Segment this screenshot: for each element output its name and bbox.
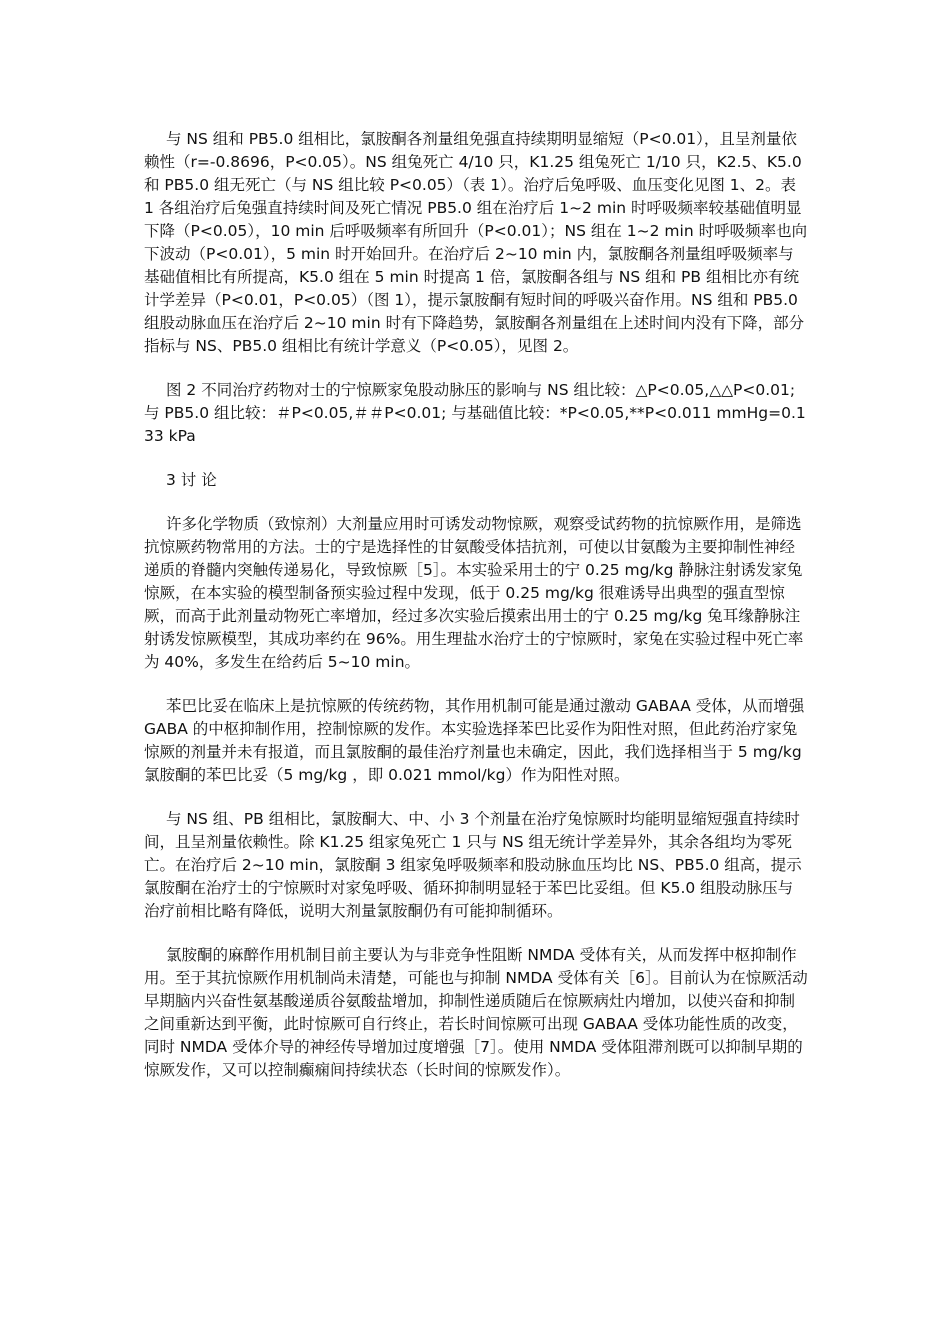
discussion-paragraph-4: 氯胺酮的麻醉作用机制目前主要认为与非竞争性阻断 NMDA 受体有关，从而发挥中枢抑制作用。至于其抗惊厥作用机制尚未清楚，可能也与抑制 NMDA 受体有关［6］。目前认为在惊厥活动早期脑内兴奋性氨基酸递质谷氨酸盐增加，抑制性递质随后在惊厥病灶内增加，以使兴奋和抑制之间重新达到平衡，此时惊厥可自行终止，若长时间惊厥可出现 GABAA 受体功能性质的改变，同时 NMDA 受体介导的神经传导增加过度增强［7］。使用 NMDA 受体阻滞剂既可以抑制早期的惊厥发作，又可以控制癫痫间持续状态（长时间的惊厥发作）。 [144, 946, 808, 1079]
document-body [144, 128, 808, 1103]
figure-2-caption: 图 2 不同治疗药物对士的宁惊厥家兔股动脉压的影响与 NS 组比较：△P<0.05,△△P<0.01; 与 PB5.0 组比较：＃P<0.05,＃＃P<0.01; 与基础值比较：*P<0.05,**P<0.011 mmHg=0.133 kPa [144, 381, 806, 445]
section-heading-discussion: 3 讨 论 [166, 471, 217, 489]
discussion-paragraph-2: 苯巴比妥在临床上是抗惊厥的传统药物，其作用机制可能是通过激动 GABAA 受体，从而增强 GABA 的中枢抑制作用，控制惊厥的发作。本实验选择苯巴比妥作为阳性对照，但此药治疗家兔惊厥的剂量并未有报道，而且氯胺酮的最佳治疗剂量也未确定，因此，我们选择相当于 5 mg/kg 氯胺酮的苯巴比妥（5 mg/kg ，即 0.021 mmol/kg）作为阳性对照。 [144, 697, 805, 784]
discussion-paragraph-1: 许多化学物质（致惊剂）大剂量应用时可诱发动物惊厥，观察受试药物的抗惊厥作用，是筛选抗惊厥药物常用的方法。士的宁是选择性的甘氨酸受体拮抗剂，可使以甘氨酸为主要抑制性神经递质的脊髓内突触传递易化，导致惊厥［5］。本实验采用士的宁 0.25 mg/kg 静脉注射诱发家兔惊厥，在本实验的模型制备预实验过程中发现，低于 0.25 mg/kg 很难诱导出典型的强直型惊厥，而高于此剂量动物死亡率增加，经过多次实验后摸索出用士的宁 0.25 mg/kg 兔耳缘静脉注射诱发惊厥模型，其成功率约在 96%。用生理盐水治疗士的宁惊厥时，家兔在实验过程中死亡率为 40%，多发生在给药后 5~10 min。 [144, 515, 804, 671]
discussion-paragraph-3: 与 NS 组、PB 组相比，氯胺酮大、中、小 3 个剂量在治疗兔惊厥时均能明显缩短强直持续时间，且呈剂量依赖性。除 K1.25 组家兔死亡 1 只与 NS 组无统计学差异外，其余各组均为零死亡。在治疗后 2~10 min，氯胺酮 3 组家兔呼吸频率和股动脉血压均比 NS、PB5.0 组高，提示氯胺酮在治疗士的宁惊厥时对家兔呼吸、循环抑制明显轻于苯巴比妥组。但 K5.0 组股动脉压与治疗前相比略有降低，说明大剂量氯胺酮仍有可能抑制循环。 [144, 810, 802, 920]
results-paragraph: 与 NS 组和 PB5.0 组相比，氯胺酮各剂量组免强直持续期明显缩短（P<0.01），且呈剂量依赖性（r=-0.8696，P<0.05）。NS 组兔死亡 4/10 只，K1.25 组兔死亡 1/10 只，K2.5、K5.0 和 PB5.0 组无死亡（与 NS 组比较 P<0.05）（表 1）。治疗后兔呼吸、血压变化见图 1、2。表 1 各组治疗后兔强直持续时间及死亡情况 PB5.0 组在治疗后 1~2 min 时呼吸频率较基础值明显下降（P<0.05），10 min 后呼吸频率有所回升（P<0.01）；NS 组在 1~2 min 时呼吸频率也向下波动（P<0.01），5 min 时开始回升。在治疗后 2~10 min 内，氯胺酮各剂量组呼吸频率与基础值相比有所提高，K5.0 组在 5 min 时提高 1 倍，氯胺酮各组与 NS 组和 PB 组相比亦有统计学差异（P<0.01，P<0.05）（图 1），提示氯胺酮有短时间的呼吸兴奋作用。NS 组和 PB5.0 组股动脉血压在治疗后 2~10 min 时有下降趋势，氯胺酮各剂量组在上述时间内没有下降，部分指标与 NS、PB5.0 组相比有统计学意义（P<0.05），见图 2。 [144, 130, 808, 355]
